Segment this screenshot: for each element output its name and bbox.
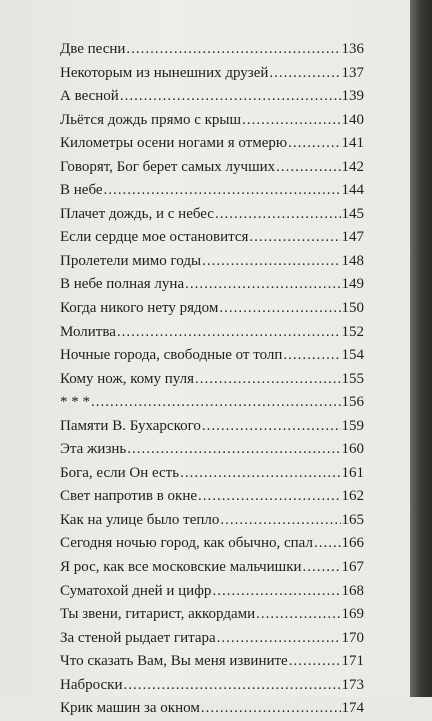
- page-edge-shadow: [410, 0, 432, 697]
- toc-entry-title: За стеной рыдает гитара: [60, 629, 216, 646]
- toc-entry-title: Когда никого нету рядом: [60, 300, 219, 317]
- toc-entry-title: Плачет дождь, и с небес: [60, 205, 214, 222]
- toc-dot-leader: [212, 580, 340, 604]
- toc-entry-page-number: 155: [341, 370, 364, 387]
- toc-entry: [60, 344, 364, 368]
- toc-entry-page-number: 160: [341, 441, 364, 458]
- toc-entry: [60, 391, 364, 415]
- toc-entry: [60, 132, 364, 156]
- toc-entry-title: Суматохой дней и цифр: [60, 582, 212, 599]
- toc-dot-leader: [104, 179, 341, 203]
- toc-entry-page-number: 159: [341, 417, 364, 434]
- toc-entry-title: А весной: [60, 88, 119, 105]
- toc-entry-title: Если сердце мое остановится: [60, 229, 249, 246]
- toc-entry: [60, 556, 364, 580]
- toc-entry-page-number: 167: [341, 559, 364, 576]
- toc-dot-leader: [256, 603, 340, 627]
- toc-entry-page-number: 171: [341, 653, 364, 670]
- toc-entry-page-number: 162: [341, 488, 364, 505]
- toc-entry-title: Две песни: [60, 41, 126, 57]
- toc-entry: [60, 532, 364, 556]
- toc-dot-leader: [127, 438, 340, 462]
- toc-dot-leader: [123, 674, 340, 698]
- toc-entry-title: Памяти В. Бухарского: [60, 417, 201, 434]
- toc-dot-leader: [276, 156, 340, 180]
- toc-entry: [60, 85, 364, 109]
- toc-dot-leader: [180, 462, 340, 486]
- toc-dot-leader: [202, 415, 341, 439]
- toc-entry: [60, 485, 364, 509]
- toc-entry: [60, 368, 364, 392]
- toc-entry-page-number: 149: [341, 276, 364, 293]
- toc-entry-page-number: 161: [341, 464, 364, 481]
- toc-entry: [60, 297, 364, 321]
- toc-entry-page-number: 141: [341, 135, 364, 152]
- toc-entry: [60, 203, 364, 227]
- toc-entry-page-number: 168: [341, 582, 364, 599]
- toc-entry: [60, 627, 364, 651]
- toc-dot-leader: [220, 509, 340, 533]
- toc-entry-title: * * *: [60, 394, 90, 411]
- toc-entry: [60, 62, 364, 86]
- toc-entry: [60, 650, 364, 674]
- toc-entry-page-number: 140: [341, 111, 364, 128]
- toc-entry-title: Ночные города, свободные от толп: [60, 347, 283, 364]
- toc-entry-page-number: 139: [341, 88, 364, 105]
- toc-entry-page-number: 136: [341, 41, 364, 57]
- toc-entry-page-number: 173: [341, 676, 364, 693]
- toc-entry-page-number: 137: [341, 64, 364, 81]
- toc-entry-title: Пролетели мимо годы: [60, 252, 202, 269]
- toc-entry-title: Бога, если Он есть: [60, 464, 180, 481]
- toc-dot-leader: [185, 273, 340, 297]
- table-of-contents: [60, 38, 364, 721]
- toc-entry-page-number: 166: [341, 535, 364, 552]
- toc-entry-page-number: 154: [341, 347, 364, 364]
- toc-dot-leader: [195, 368, 341, 392]
- toc-dot-leader: [283, 344, 340, 368]
- toc-entry: [60, 509, 364, 533]
- toc-entry: [60, 697, 364, 721]
- toc-entry-title: Льётся дождь прямо с крыш: [60, 111, 242, 128]
- toc-entry: [60, 179, 364, 203]
- toc-dot-leader: [202, 250, 340, 274]
- toc-entry: [60, 38, 364, 62]
- toc-entry-page-number: 170: [341, 629, 364, 646]
- toc-entry-title: Свет напротив в окне: [60, 488, 197, 505]
- toc-dot-leader: [219, 297, 340, 321]
- toc-dot-leader: [117, 321, 341, 345]
- toc-entry: [60, 580, 364, 604]
- toc-entry-title: Крик машин за окном: [60, 700, 200, 717]
- toc-entry: [60, 321, 364, 345]
- toc-entry-page-number: 152: [341, 323, 364, 340]
- toc-dot-leader: [288, 132, 340, 156]
- toc-entry-title: Километры осени ногами я отмерю: [60, 135, 288, 152]
- toc-entry-title: Как на улице было тепло: [60, 511, 220, 528]
- toc-dot-leader: [217, 627, 341, 651]
- toc-entry-page-number: 147: [341, 229, 364, 246]
- toc-entry-title: Некоторым из нынешних друзей: [60, 64, 269, 81]
- toc-entry-page-number: 145: [341, 205, 364, 222]
- toc-entry: [60, 603, 364, 627]
- toc-entry: [60, 462, 364, 486]
- toc-entry-title: Кому нож, кому пуля: [60, 370, 194, 387]
- toc-entry-page-number: 142: [341, 158, 364, 175]
- toc-entry-page-number: 165: [341, 511, 364, 528]
- toc-dot-leader: [126, 38, 340, 62]
- toc-entry-title: Эта жизнь: [60, 441, 127, 458]
- toc-entry: [60, 273, 364, 297]
- toc-entry: [60, 250, 364, 274]
- toc-entry-title: Я рос, как все московские мальчишки: [60, 559, 302, 576]
- toc-entry-title: В небе полная луна: [60, 276, 185, 293]
- toc-entry-page-number: 156: [341, 394, 364, 411]
- toc-entry-title: Молитва: [60, 323, 116, 340]
- toc-entry-title: Сегодня ночью город, как обычно, спал: [60, 535, 313, 552]
- toc-entry: [60, 415, 364, 439]
- toc-entry-title: Что сказать Вам, Вы меня извините: [60, 653, 288, 670]
- toc-entry-title: В небе: [60, 182, 103, 199]
- toc-entry-page-number: 174: [341, 700, 364, 717]
- toc-dot-leader: [198, 485, 341, 509]
- toc-entry: [60, 156, 364, 180]
- toc-entry-title: Ты звени, гитарист, аккордами: [60, 606, 256, 623]
- toc-entry: [60, 109, 364, 133]
- toc-dot-leader: [91, 391, 341, 415]
- toc-dot-leader: [215, 203, 341, 227]
- toc-entry: [60, 674, 364, 698]
- toc-entry-page-number: 148: [341, 252, 364, 269]
- toc-entry-title: Наброски: [60, 676, 123, 693]
- toc-entry: [60, 438, 364, 462]
- toc-dot-leader: [303, 556, 341, 580]
- toc-dot-leader: [201, 697, 341, 721]
- toc-dot-leader: [242, 109, 340, 133]
- toc-entry-page-number: 150: [341, 300, 364, 317]
- toc-dot-leader: [289, 650, 341, 674]
- toc-dot-leader: [249, 226, 340, 250]
- toc-entry-page-number: 144: [341, 182, 364, 199]
- toc-dot-leader: [120, 85, 341, 109]
- toc-entry-title: Говорят, Бог берет самых лучших: [60, 158, 276, 175]
- toc-dot-leader: [314, 532, 341, 556]
- toc-entry: [60, 226, 364, 250]
- toc-entry-page-number: 169: [341, 606, 364, 623]
- toc-dot-leader: [269, 62, 340, 86]
